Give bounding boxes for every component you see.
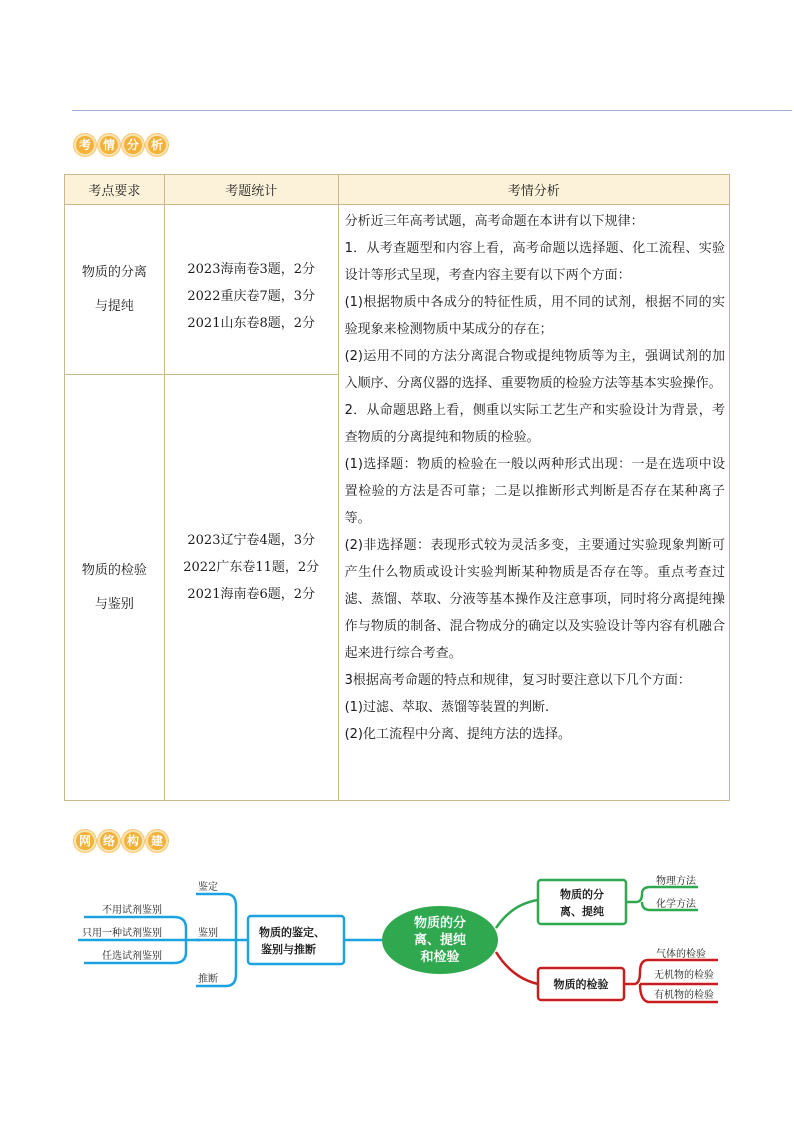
header-exam-stats: 考题统计 bbox=[164, 175, 338, 205]
right-bottom-leaf-label: 气体的检验 bbox=[656, 949, 706, 960]
right-top-leaf-label: 化学方法 bbox=[656, 899, 696, 910]
table-row bbox=[65, 205, 730, 375]
center-topic-line: 和检验 bbox=[420, 950, 460, 965]
analysis-paragraph: (2)非选择题：表现形式较为灵活多变，主要通过实验现象判断可产生什么物质或设计实验判断某种物质是否存在等。重点考查过滤、蒸馏、萃取、分液等基本操作及注意事项，同时将分离提纯操作与物质的制备、混合物成分的确定以及实验设计等内容有机融合起来进行综合考查。 bbox=[344, 538, 725, 661]
badge-char: 分 bbox=[122, 134, 144, 156]
exam-point-line: 物质的检验 bbox=[81, 562, 147, 578]
mind-map bbox=[64, 860, 730, 1020]
exam-stats-cell bbox=[164, 375, 338, 801]
connector-right-bottom bbox=[496, 952, 538, 984]
badge-char: 建 bbox=[146, 830, 168, 852]
left-branch-label: 推断 bbox=[198, 974, 218, 985]
header-exam-point: 考点要求 bbox=[65, 175, 165, 205]
exam-point-line: 与提纯 bbox=[94, 298, 134, 314]
left-topic-line: 鉴别与推断 bbox=[261, 943, 316, 956]
badge-char: 络 bbox=[98, 830, 120, 852]
stat-item: 2021山东卷8题，2分 bbox=[187, 316, 316, 331]
stat-item: 2021海南卷6题，2分 bbox=[187, 587, 316, 602]
right-topic-line: 物质的分 bbox=[560, 888, 604, 901]
exam-point-line: 与鉴别 bbox=[94, 596, 134, 612]
exam-stats-cell bbox=[164, 205, 338, 375]
exam-analysis-table bbox=[64, 174, 730, 801]
right-topic-line: 物质的检验 bbox=[553, 978, 609, 991]
analysis-paragraph: (1)根据物质中各成分的特征性质，用不同的试剂，根据不同的实验现象来检测物质中某成分的存在； bbox=[344, 295, 725, 337]
center-topic-line: 物质的分 bbox=[413, 916, 467, 931]
analysis-paragraph: (1)选择题：物质的检验在一般以两种形式出现：一是在选项中设置检验的方法是否可靠；二是以推断形式判断是否存在某种离子等。 bbox=[344, 457, 725, 526]
stat-item: 2022广东卷11题，2分 bbox=[183, 560, 320, 575]
stat-item: 2023海南卷3题，2分 bbox=[187, 262, 316, 277]
left-topic-line: 物质的鉴定、 bbox=[259, 926, 325, 939]
left-leaf-label: 只用一种试剂鉴别 bbox=[82, 928, 162, 939]
badge-char: 考 bbox=[74, 134, 96, 156]
stat-item: 2022重庆卷7题，3分 bbox=[187, 289, 316, 304]
center-topic-line: 离、提纯 bbox=[413, 933, 467, 948]
badge-char: 情 bbox=[98, 134, 120, 156]
stat-item: 2023辽宁卷4题，3分 bbox=[187, 533, 316, 548]
analysis-paragraph: (1)过滤、萃取、蒸馏等装置的判断. bbox=[344, 700, 550, 715]
analysis-text-cell bbox=[338, 205, 729, 801]
left-leaf-label: 任选试剂鉴别 bbox=[102, 951, 162, 962]
table-header-row bbox=[65, 175, 730, 205]
badge-char: 析 bbox=[146, 134, 168, 156]
section-badge-analysis bbox=[74, 134, 168, 156]
exam-point-cell bbox=[65, 205, 165, 375]
right-bottom-leaf-label: 有机物的检验 bbox=[654, 990, 714, 1001]
analysis-paragraph: 3根据高考命题的特点和规律，复习时要注意以下几个方面： bbox=[344, 673, 691, 688]
left-topic-box bbox=[248, 916, 344, 964]
left-branch-label: 鉴别 bbox=[198, 928, 218, 939]
badge-char: 构 bbox=[122, 830, 144, 852]
analysis-paragraph: (2)运用不同的方法分离混合物或提纯物质等为主，强调试剂的加入顺序、分离仪器的选择、重要物质的检验方法等基本实验操作。 bbox=[344, 349, 725, 391]
analysis-paragraph: (2)化工流程中分离、提纯方法的选择。 bbox=[344, 727, 572, 742]
left-branch-label: 鉴定 bbox=[198, 882, 218, 893]
header-rule bbox=[72, 110, 792, 111]
header-exam-analysis: 考情分析 bbox=[338, 175, 729, 205]
analysis-paragraph: 1．从考查题型和内容上看，高考命题以选择题、化工流程、实验设计等形式呈现，考查内容主要有以下两个方面： bbox=[344, 241, 725, 283]
right-topic-line: 离、提纯 bbox=[560, 905, 604, 918]
right-bottom-leaf-label: 无机物的检验 bbox=[654, 970, 714, 981]
exam-point-line: 物质的分离 bbox=[81, 264, 147, 280]
left-leaf-label: 不用试剂鉴别 bbox=[102, 905, 162, 916]
connector-right-top bbox=[496, 900, 538, 928]
section-badge-network bbox=[74, 830, 168, 852]
badge-char: 网 bbox=[74, 830, 96, 852]
exam-point-cell bbox=[65, 375, 165, 801]
analysis-paragraph: 分析近三年高考试题，高考命题在本讲有以下规律： bbox=[344, 214, 644, 229]
analysis-paragraph: 2．从命题思路上看，侧重以实际工艺生产和实验设计为背景，考查物质的分离提纯和物质的检验。 bbox=[344, 403, 725, 445]
right-top-leaf-label: 物理方法 bbox=[656, 876, 696, 887]
